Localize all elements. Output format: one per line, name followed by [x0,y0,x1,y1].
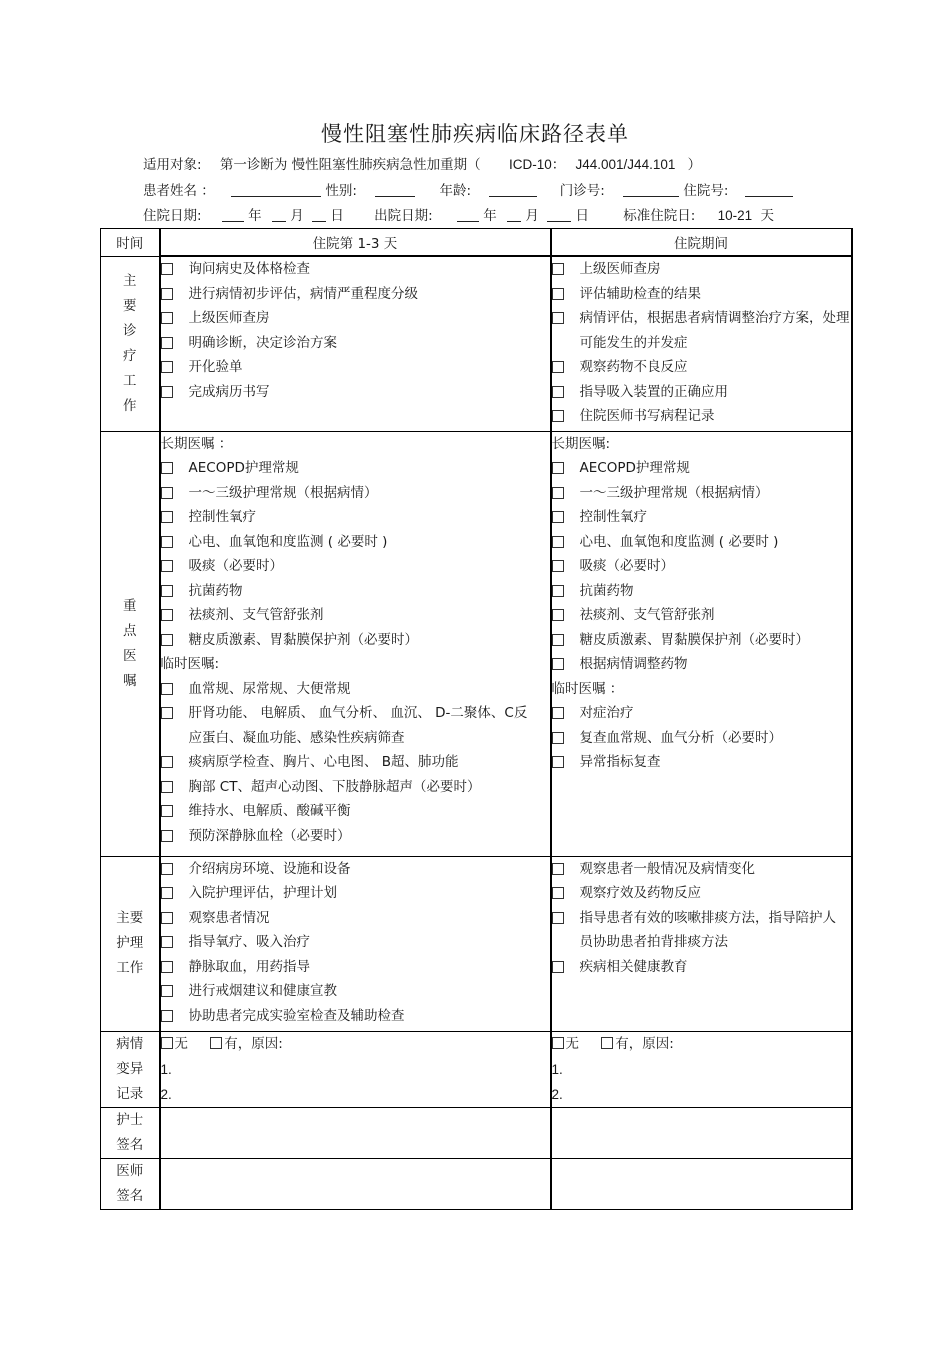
admit-day-unit: 日 [330,208,344,224]
nursing-label [101,856,160,1031]
item-text: 糖皮质激素、胃黏膜保护剂（必要时） [188,631,418,648]
checkbox[interactable] [552,658,564,670]
variance-label [101,1031,160,1107]
inpatient-label: 住院号: [683,183,729,199]
checkbox[interactable] [161,312,173,324]
nurse-sign-label [101,1107,160,1158]
item-text: 血常规、尿常规、大便常规 [188,680,351,697]
label-line: 工作 [116,960,144,976]
nursing-day1-3 [160,856,551,1031]
label-line: 医师 [116,1162,144,1179]
checkbox[interactable] [161,912,173,924]
gender-label: 性别: [325,183,357,199]
item-text: 肝肾功能、 电解质、 血气分析、 血沉、 D-二聚体、C反应蛋白、凝血功能、感染性疾病筛查 [188,705,528,746]
variance-choice [161,1032,550,1057]
checklist-item[interactable] [552,456,851,481]
checklist-item[interactable] [552,628,851,653]
checklist-item[interactable] [552,306,851,355]
patient-name-field[interactable] [231,182,321,197]
checklist-item[interactable] [161,554,550,579]
item-text: 抗菌药物 [579,582,634,599]
variance-day1-3 [160,1031,551,1107]
variance-none-checkbox[interactable] [552,1037,564,1049]
gender-field[interactable] [375,182,415,197]
label-line: 病情 [116,1035,144,1052]
item-text: 评估辅助检查的结果 [579,285,701,302]
checklist-item[interactable] [161,701,550,750]
checklist-item[interactable] [161,775,550,800]
label-line: 主要 [116,910,144,926]
header-hospital-period: 住院期间 [551,229,852,257]
checklist-item[interactable] [161,456,550,481]
checklist-item[interactable] [552,750,851,775]
discharge-day-field[interactable] [547,207,571,222]
applies-text: 第一诊断为 慢性阻塞性肺疾病急性加重期（ [219,157,481,173]
checklist-item[interactable] [552,355,851,380]
checkbox[interactable] [161,361,173,373]
temporary-orders-label: 临时医嘱 ： [551,680,624,697]
item-text: 心电、血氧饱和度监测 ( 必要时 ) [579,533,779,550]
orders-label [101,431,160,856]
item-text: 复查血常规、血气分析（必要时） [579,729,782,746]
nursing-row [101,856,852,1031]
checklist-item[interactable] [552,257,851,282]
checkbox[interactable] [552,462,564,474]
checklist-item[interactable] [161,331,550,356]
nursing-period [551,856,852,1031]
checkbox[interactable] [552,887,564,899]
checkbox[interactable] [552,410,564,422]
checklist-item[interactable] [161,530,550,555]
checkbox[interactable] [552,263,564,275]
admit-month-field[interactable] [272,207,286,222]
inpatient-field[interactable] [745,182,793,197]
variance-reason-1[interactable]: 1. [160,1061,172,1077]
discharge-year-unit: 年 [483,208,497,224]
label-line: 签名 [116,1187,144,1204]
checklist-item[interactable] [161,579,550,604]
item-text: 维持水、电解质、酸碱平衡 [188,803,351,819]
dates-line [143,204,774,224]
checklist-item[interactable] [552,579,851,604]
checkbox[interactable] [161,781,173,793]
item-text: 指导吸入装置的正确应用 [579,383,728,400]
item-text: 胸部 CT、超声心动图、下肢静脉超声（必要时） [188,778,481,795]
checkbox[interactable] [161,805,173,817]
checklist-item[interactable] [552,857,851,882]
main-work-period [551,256,852,431]
checklist-item[interactable] [161,955,550,980]
checkbox[interactable] [552,560,564,572]
checkbox[interactable] [161,560,173,572]
checkbox[interactable] [161,337,173,349]
item-text: 观察患者情况 [188,909,270,926]
label-char: 重 [123,597,137,614]
label-line: 签名 [116,1136,144,1153]
admit-year-field[interactable] [222,207,244,222]
variance-none-label: 无 [565,1035,579,1052]
checklist-item[interactable] [552,505,851,530]
item-text: 介绍病房环境、设施和设备 [188,860,351,877]
label-line: 变异 [116,1060,144,1077]
checkbox[interactable] [161,936,173,948]
outpatient-label: 门诊号: [559,183,605,199]
checkbox[interactable] [161,985,173,997]
checklist-item[interactable] [161,380,550,405]
label-char: 要 [123,297,137,314]
checklist-item[interactable] [161,930,550,955]
item-text: 一～三级护理常规（根据病情） [188,484,378,501]
checkbox[interactable] [552,361,564,373]
checkbox[interactable] [161,609,173,621]
admit-year-unit: 年 [248,208,262,224]
checklist-item[interactable] [552,404,851,429]
long-term-orders-label: 长期医嘱: [551,435,611,452]
checklist-item[interactable] [161,257,550,282]
checkbox[interactable] [161,536,173,548]
item-text: 协助患者完成实验室检查及辅助检查 [188,1007,405,1024]
label-char: 疗 [123,347,137,364]
icd-close: ） [687,157,702,173]
checklist-item[interactable] [161,881,550,906]
checklist-item[interactable] [161,306,550,331]
applies-label: 适用对象: [143,157,202,173]
checkbox[interactable] [552,961,564,973]
checkbox[interactable] [161,288,173,300]
item-text: 上级医师查房 [579,261,661,277]
checklist-item[interactable] [161,750,550,775]
checkbox[interactable] [161,961,173,973]
item-text: 疾病相关健康教育 [579,958,688,975]
item-text: 控制性氧疗 [579,509,647,525]
checkbox[interactable] [161,756,173,768]
icd-label: ICD-10： [508,157,566,172]
item-text: 预防深静脉血栓（必要时） [188,827,351,844]
nurse-sign-row [101,1107,852,1158]
variance-none-label: 无 [174,1035,188,1052]
variance-period [551,1031,852,1107]
checklist-item[interactable] [161,505,550,530]
checklist-item[interactable] [161,799,550,824]
item-text: 痰病原学检查、胸片、心电图、 B超、肺功能 [188,754,459,770]
discharge-day-unit: 日 [575,208,589,224]
discharge-month-unit: 月 [525,208,539,224]
age-label: 年龄: [439,183,472,199]
label-char: 诊 [123,322,137,339]
item-text: 开化验单 [188,359,243,375]
std-stay-value: 10-21 [717,208,753,223]
checklist-item[interactable] [552,481,851,506]
checkbox[interactable] [161,830,173,842]
checkbox[interactable] [161,511,173,523]
admit-month-unit: 月 [290,208,304,224]
doctor-sign-label [101,1158,160,1209]
patient-name-label: 患者姓名 ： [143,183,215,199]
label-char: 嘱 [123,672,137,689]
checklist-item[interactable] [161,355,550,380]
label-line: 护理 [116,935,144,951]
checkbox[interactable] [552,536,564,548]
checkbox[interactable] [161,634,173,646]
doctor-sign-row [101,1158,852,1209]
checkbox[interactable] [552,585,564,597]
checkbox[interactable] [161,1010,173,1022]
label-char: 主 [123,272,137,289]
main-work-label [101,256,160,431]
item-text: 对症治疗 [579,705,634,721]
doctor-sign-day1-3[interactable] [160,1158,551,1209]
label-line: 记录 [116,1085,144,1102]
label-char: 工 [123,372,137,389]
checkbox[interactable] [161,887,173,899]
applies-line [143,153,701,173]
header-day1-3: 住院第 1-3 天 [160,229,551,257]
checkbox[interactable] [161,683,173,695]
checklist-item[interactable] [552,603,851,628]
orders-period [551,431,852,856]
item-text: 进行戒烟建议和健康宣教 [188,983,337,999]
item-text: 糖皮质激素、胃黏膜保护剂（必要时） [579,631,809,648]
checkbox[interactable] [552,732,564,744]
checklist-item[interactable] [161,628,550,653]
variance-none-checkbox[interactable] [161,1037,173,1049]
item-text: 祛痰剂、支气管舒张剂 [579,607,715,623]
checkbox[interactable] [161,863,173,875]
variance-reason-2[interactable]: 2. [551,1086,563,1102]
checklist-item[interactable] [552,530,851,555]
checklist-item[interactable] [161,857,550,882]
checkbox[interactable] [552,386,564,398]
checklist-item[interactable] [161,906,550,931]
checkbox[interactable] [552,634,564,646]
checkbox[interactable] [552,707,564,719]
checklist-item[interactable] [161,603,550,628]
variance-yes-label: 有，原因: [224,1035,283,1052]
label-char: 医 [123,647,137,664]
clinical-path-table [100,228,853,1210]
item-text: 指导患者有效的咳嗽排痰方法，指导陪护人员协助患者拍背排痰方法 [579,909,836,950]
orders-row [101,431,852,856]
checklist-item[interactable] [161,481,550,506]
checklist-item[interactable] [161,677,550,702]
variance-row [101,1031,852,1107]
checkbox[interactable] [161,487,173,499]
item-text: 抗菌药物 [188,582,243,599]
checklist-item[interactable] [161,282,550,307]
temporary-orders-label: 临时医嘱: [160,656,220,672]
item-text: 指导氧疗、吸入治疗 [188,934,310,950]
std-stay-label: 标准住院日: [623,208,696,224]
checkbox[interactable] [552,288,564,300]
checklist-item[interactable] [552,380,851,405]
checkbox[interactable] [552,756,564,768]
checklist-item[interactable] [552,906,851,955]
item-text: 病情评估，根据患者病情调整治疗方案，处理可能发生的并发症 [579,310,850,351]
doctor-sign-period[interactable] [551,1158,852,1209]
item-text: 控制性氧疗 [188,509,256,525]
variance-reason-2[interactable]: 2. [160,1086,172,1102]
discharge-year-field[interactable] [457,207,479,222]
checklist-item[interactable] [552,701,851,726]
admit-day-field[interactable] [312,207,326,222]
checkbox[interactable] [552,312,564,324]
main-work-row [101,256,852,431]
variance-yes-label: 有，原因: [615,1035,674,1052]
header-time: 时间 [101,229,160,257]
checkbox[interactable] [161,462,173,474]
header-row [101,229,852,257]
checkbox[interactable] [161,707,173,719]
patient-line [143,179,793,199]
item-text: 吸痰（必要时） [579,558,674,574]
std-stay-unit: 天 [760,208,774,224]
checkbox[interactable] [552,487,564,499]
item-text: 异常指标复查 [579,754,661,770]
item-text: 一～三级护理常规（根据病情） [579,484,769,501]
item-text: 上级医师查房 [188,310,270,326]
checklist-item[interactable] [552,881,851,906]
item-text: AECOPD护理常规 [579,460,690,476]
item-text: 观察患者一般情况及病情变化 [579,860,755,877]
label-char: 点 [123,622,137,639]
item-text: 询问病史及体格检查 [188,261,310,277]
checklist-item[interactable] [552,282,851,307]
item-text: 观察药物不良反应 [579,359,688,375]
checklist-item[interactable] [161,979,550,1004]
checkbox[interactable] [552,863,564,875]
orders-day1-3 [160,431,551,856]
nurse-sign-period[interactable] [551,1107,852,1158]
variance-reason-1[interactable]: 1. [551,1061,563,1077]
checkbox[interactable] [552,609,564,621]
variance-choice [552,1032,851,1057]
checklist-item[interactable] [552,652,851,677]
checklist-item[interactable] [552,726,851,751]
item-text: 完成病历书写 [188,383,270,400]
item-text: 进行病情初步评估，病情严重程度分级 [188,285,418,302]
discharge-date-label: 出院日期: [374,208,433,224]
item-text: 入院护理评估，护理计划 [188,885,337,901]
item-text: AECOPD护理常规 [188,460,299,476]
variance-yes-checkbox[interactable] [601,1037,613,1049]
age-field[interactable] [489,182,537,197]
checkbox[interactable] [161,386,173,398]
long-term-orders-label: 长期医嘱 ： [160,435,233,452]
checklist-item[interactable] [161,1004,550,1029]
item-text: 住院医师书写病程记录 [579,408,715,424]
item-text: 明确诊断，决定诊治方案 [188,334,337,351]
checklist-item[interactable] [552,554,851,579]
checklist-item[interactable] [161,824,550,849]
label-line: 护士 [116,1111,144,1128]
main-work-day1-3 [160,256,551,431]
variance-yes-checkbox[interactable] [210,1037,222,1049]
item-text: 观察疗效及药物反应 [579,885,701,901]
checkbox[interactable] [161,585,173,597]
icd-codes: J44.001/J44.101 [575,157,676,172]
checklist-item[interactable] [552,955,851,980]
page-title: 慢性阻塞性肺疾病临床路径表单 [321,122,629,146]
checkbox[interactable] [552,912,564,924]
discharge-month-field[interactable] [507,207,521,222]
admit-date-label: 住院日期: [143,208,202,224]
item-text: 根据病情调整药物 [579,656,688,672]
item-text: 祛痰剂、支气管舒张剂 [188,607,324,623]
item-text: 心电、血氧饱和度监测 ( 必要时 ) [188,533,388,550]
outpatient-field[interactable] [623,182,679,197]
checkbox[interactable] [552,511,564,523]
item-text: 吸痰（必要时） [188,558,283,574]
label-char: 作 [123,397,137,414]
item-text: 静脉取血，用药指导 [188,958,310,975]
checkbox[interactable] [161,263,173,275]
nurse-sign-day1-3[interactable] [160,1107,551,1158]
